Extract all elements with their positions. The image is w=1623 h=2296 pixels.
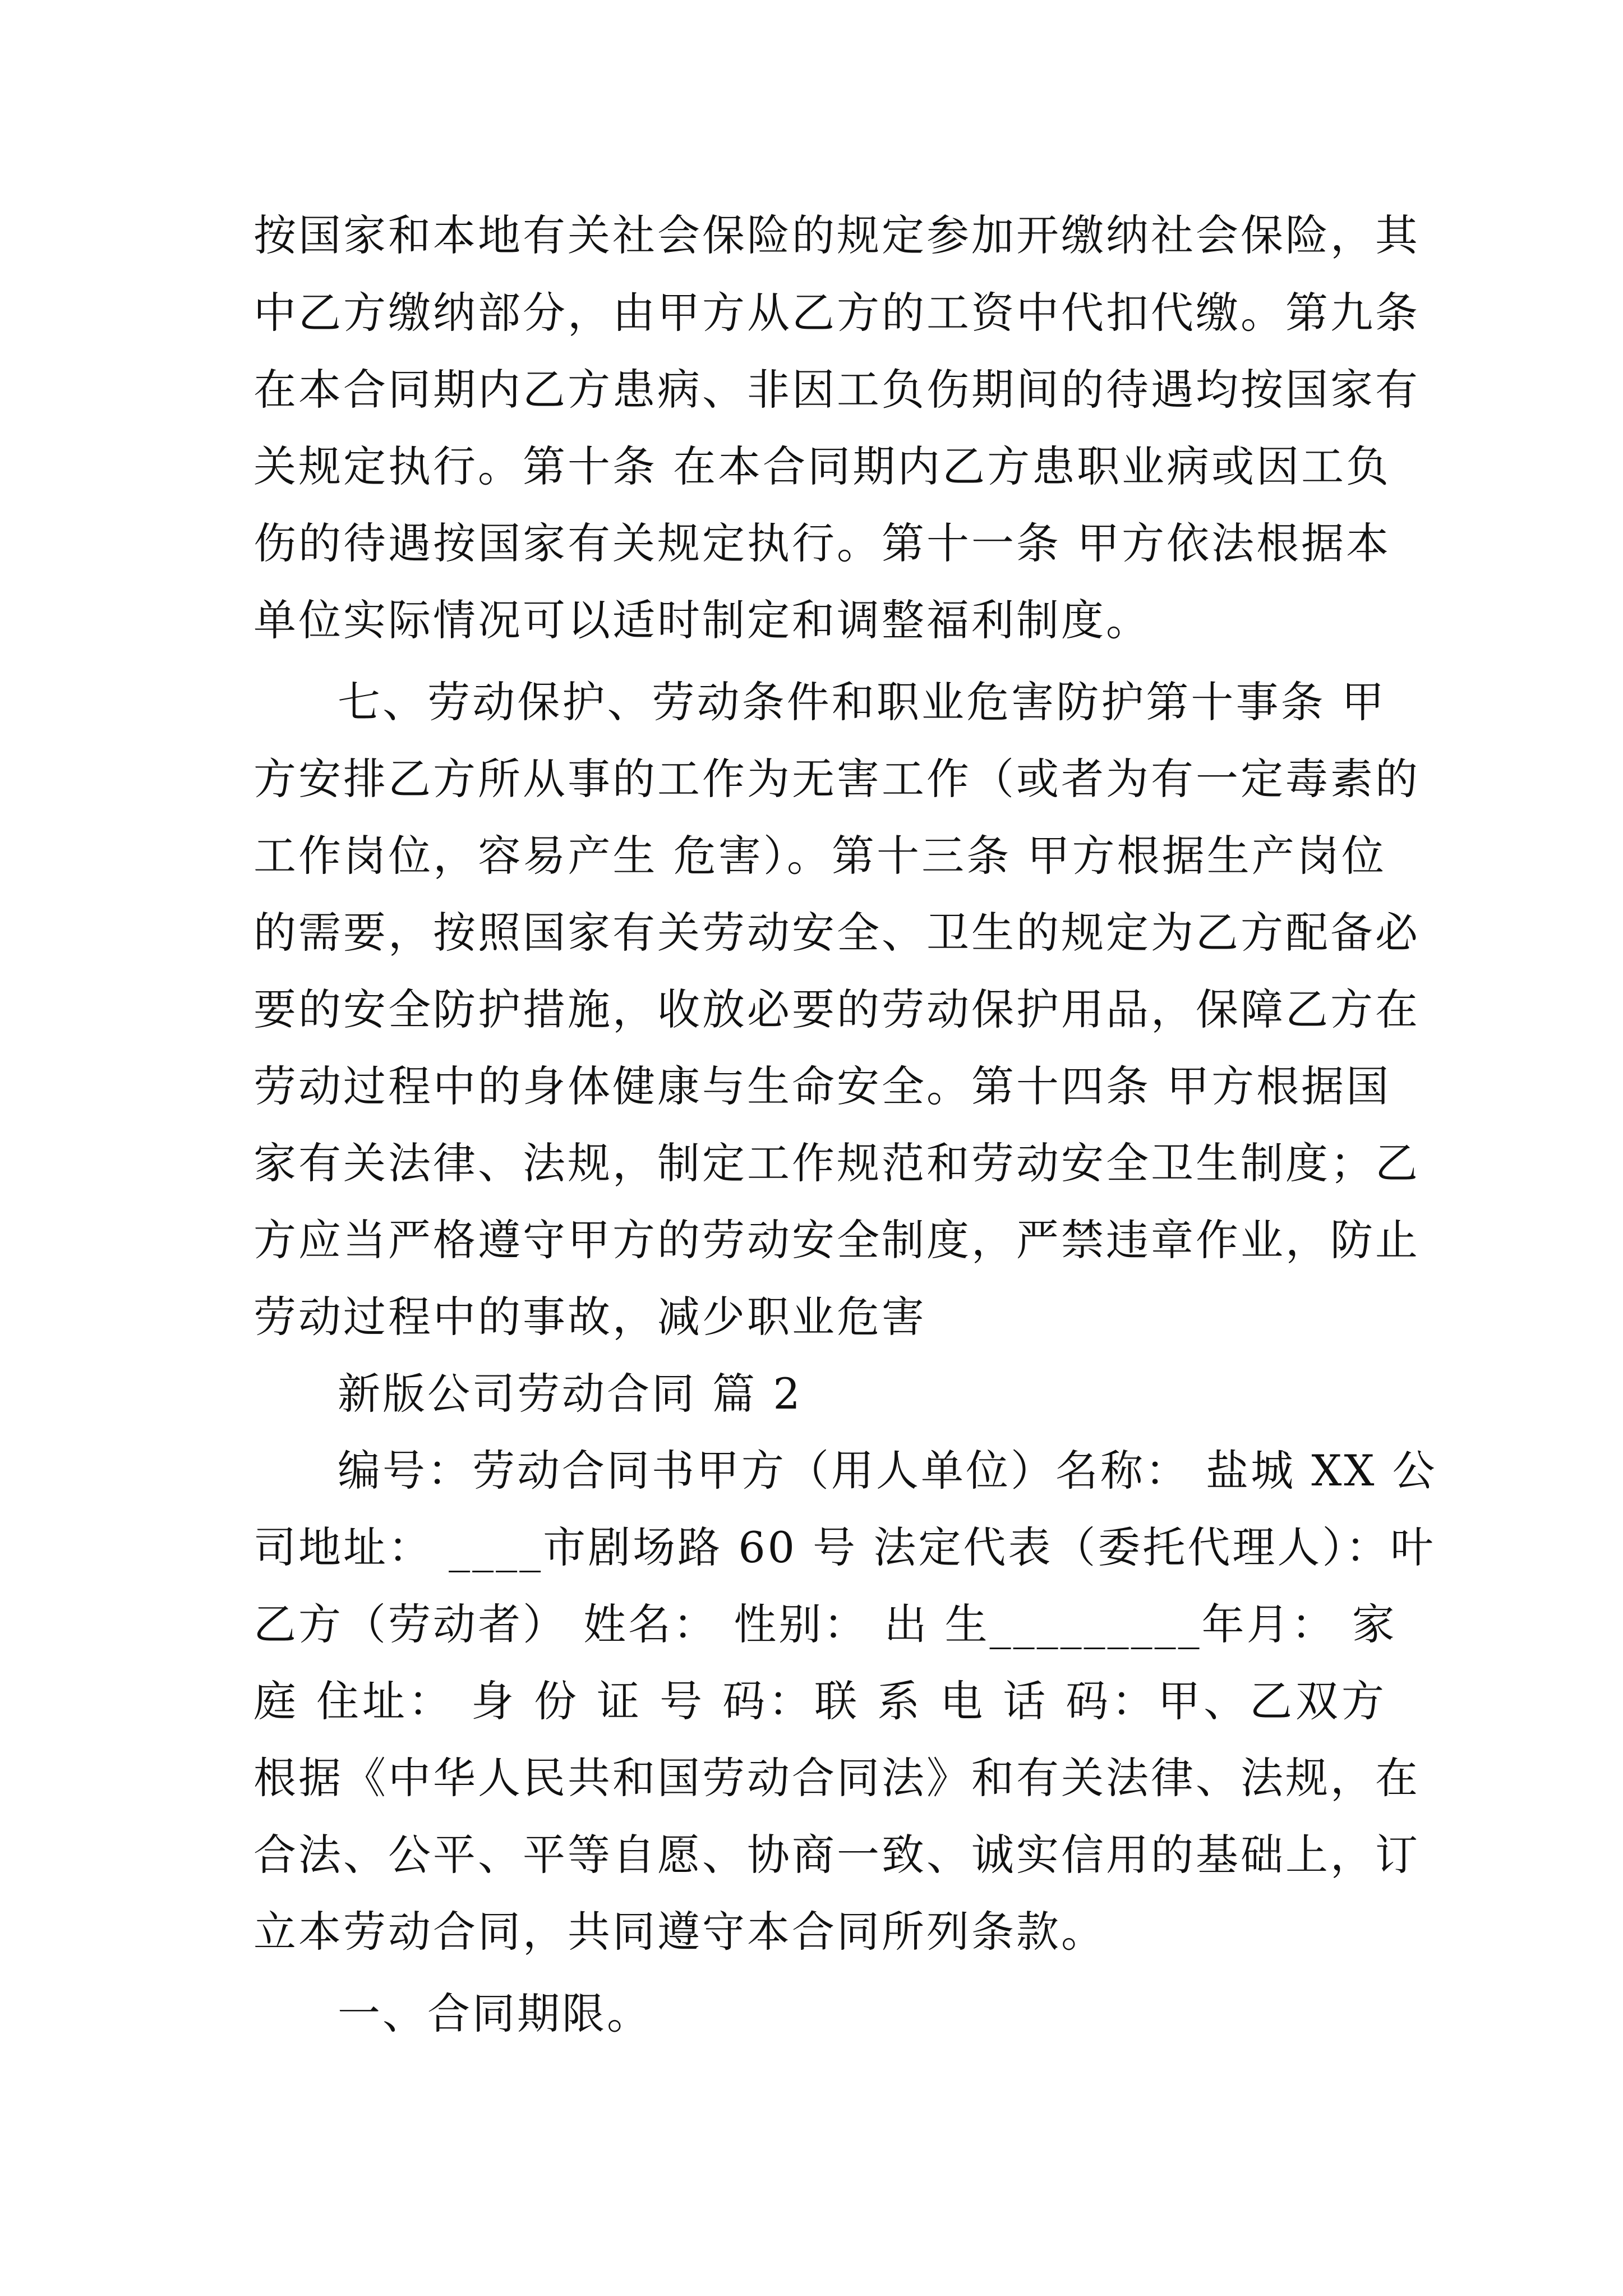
section-heading-line: 一、合同期限。	[338, 1989, 652, 2039]
paragraph-line: 劳动过程中的身体健康与生命安全。第十四条 甲方根据国	[253, 1061, 1391, 1111]
paragraph-line: 在本合同期内乙方患病、非因工负伤期间的待遇均按国家有	[253, 365, 1420, 415]
paragraph-line: 按国家和本地有关社会保险的规定参加开缴纳社会保险，其	[253, 210, 1420, 260]
paragraph-line: 的需要，按照国家有关劳动安全、卫生的规定为乙方配备必	[253, 908, 1420, 958]
paragraph-line: 合法、公平、平等自愿、协商一致、诚实信用的基础上，订	[253, 1830, 1420, 1880]
article-title: 新版公司劳动合同 篇 2	[338, 1369, 803, 1419]
paragraph-line: 中乙方缴纳部分，由甲方从乙方的工资中代扣代缴。第九条	[253, 288, 1420, 338]
paragraph-line: 工作岗位，容易产生 危害）。第十三条 甲方根据生产岗位	[253, 831, 1386, 881]
paragraph-line: 根据《中华人民共和国劳动合同法》和有关法律、法规，在	[253, 1753, 1420, 1803]
section-heading-line: 七、劳动保护、劳动条件和职业危害防护第十事条 甲	[338, 677, 1386, 727]
paragraph-line: 要的安全防护措施，收放必要的劳动保护用品，保障乙方在	[253, 984, 1420, 1034]
paragraph-line: 乙方（劳动者） 姓名： 性别： 出 生_________年月： 家	[253, 1599, 1397, 1649]
paragraph-line: 家有关法律、法规，制定工作规范和劳动安全卫生制度；乙	[253, 1138, 1420, 1188]
paragraph-line: 关规定执行。第十条 在本合同期内乙方患职业病或因工负	[253, 441, 1391, 491]
paragraph-line: 方应当严格遵守甲方的劳动安全制度，严禁违章作业，防止	[253, 1215, 1420, 1265]
paragraph-line: 立本劳动合同，共同遵守本合同所列条款。	[253, 1907, 1106, 1957]
paragraph-line: 编号：劳动合同书甲方（用人单位）名称： 盐城 XX 公	[338, 1446, 1437, 1496]
paragraph-line: 庭 住址： 身 份 证 号 码：联 系 电 话 码：甲、乙双方	[253, 1676, 1386, 1726]
paragraph-line: 单位实际情况可以适时制定和调整福利制度。	[253, 595, 1151, 645]
paragraph-line: 劳动过程中的事故，减少职业危害	[253, 1292, 926, 1342]
paragraph-line: 司地址： ____市剧场路 60 号 法定代表（委托代理人）：叶	[253, 1522, 1436, 1572]
paragraph-line: 方安排乙方所从事的工作为无害工作（或者为有一定毒素的	[253, 754, 1420, 804]
paragraph-line: 伤的待遇按国家有关规定执行。第十一条 甲方依法根据本	[253, 518, 1391, 568]
